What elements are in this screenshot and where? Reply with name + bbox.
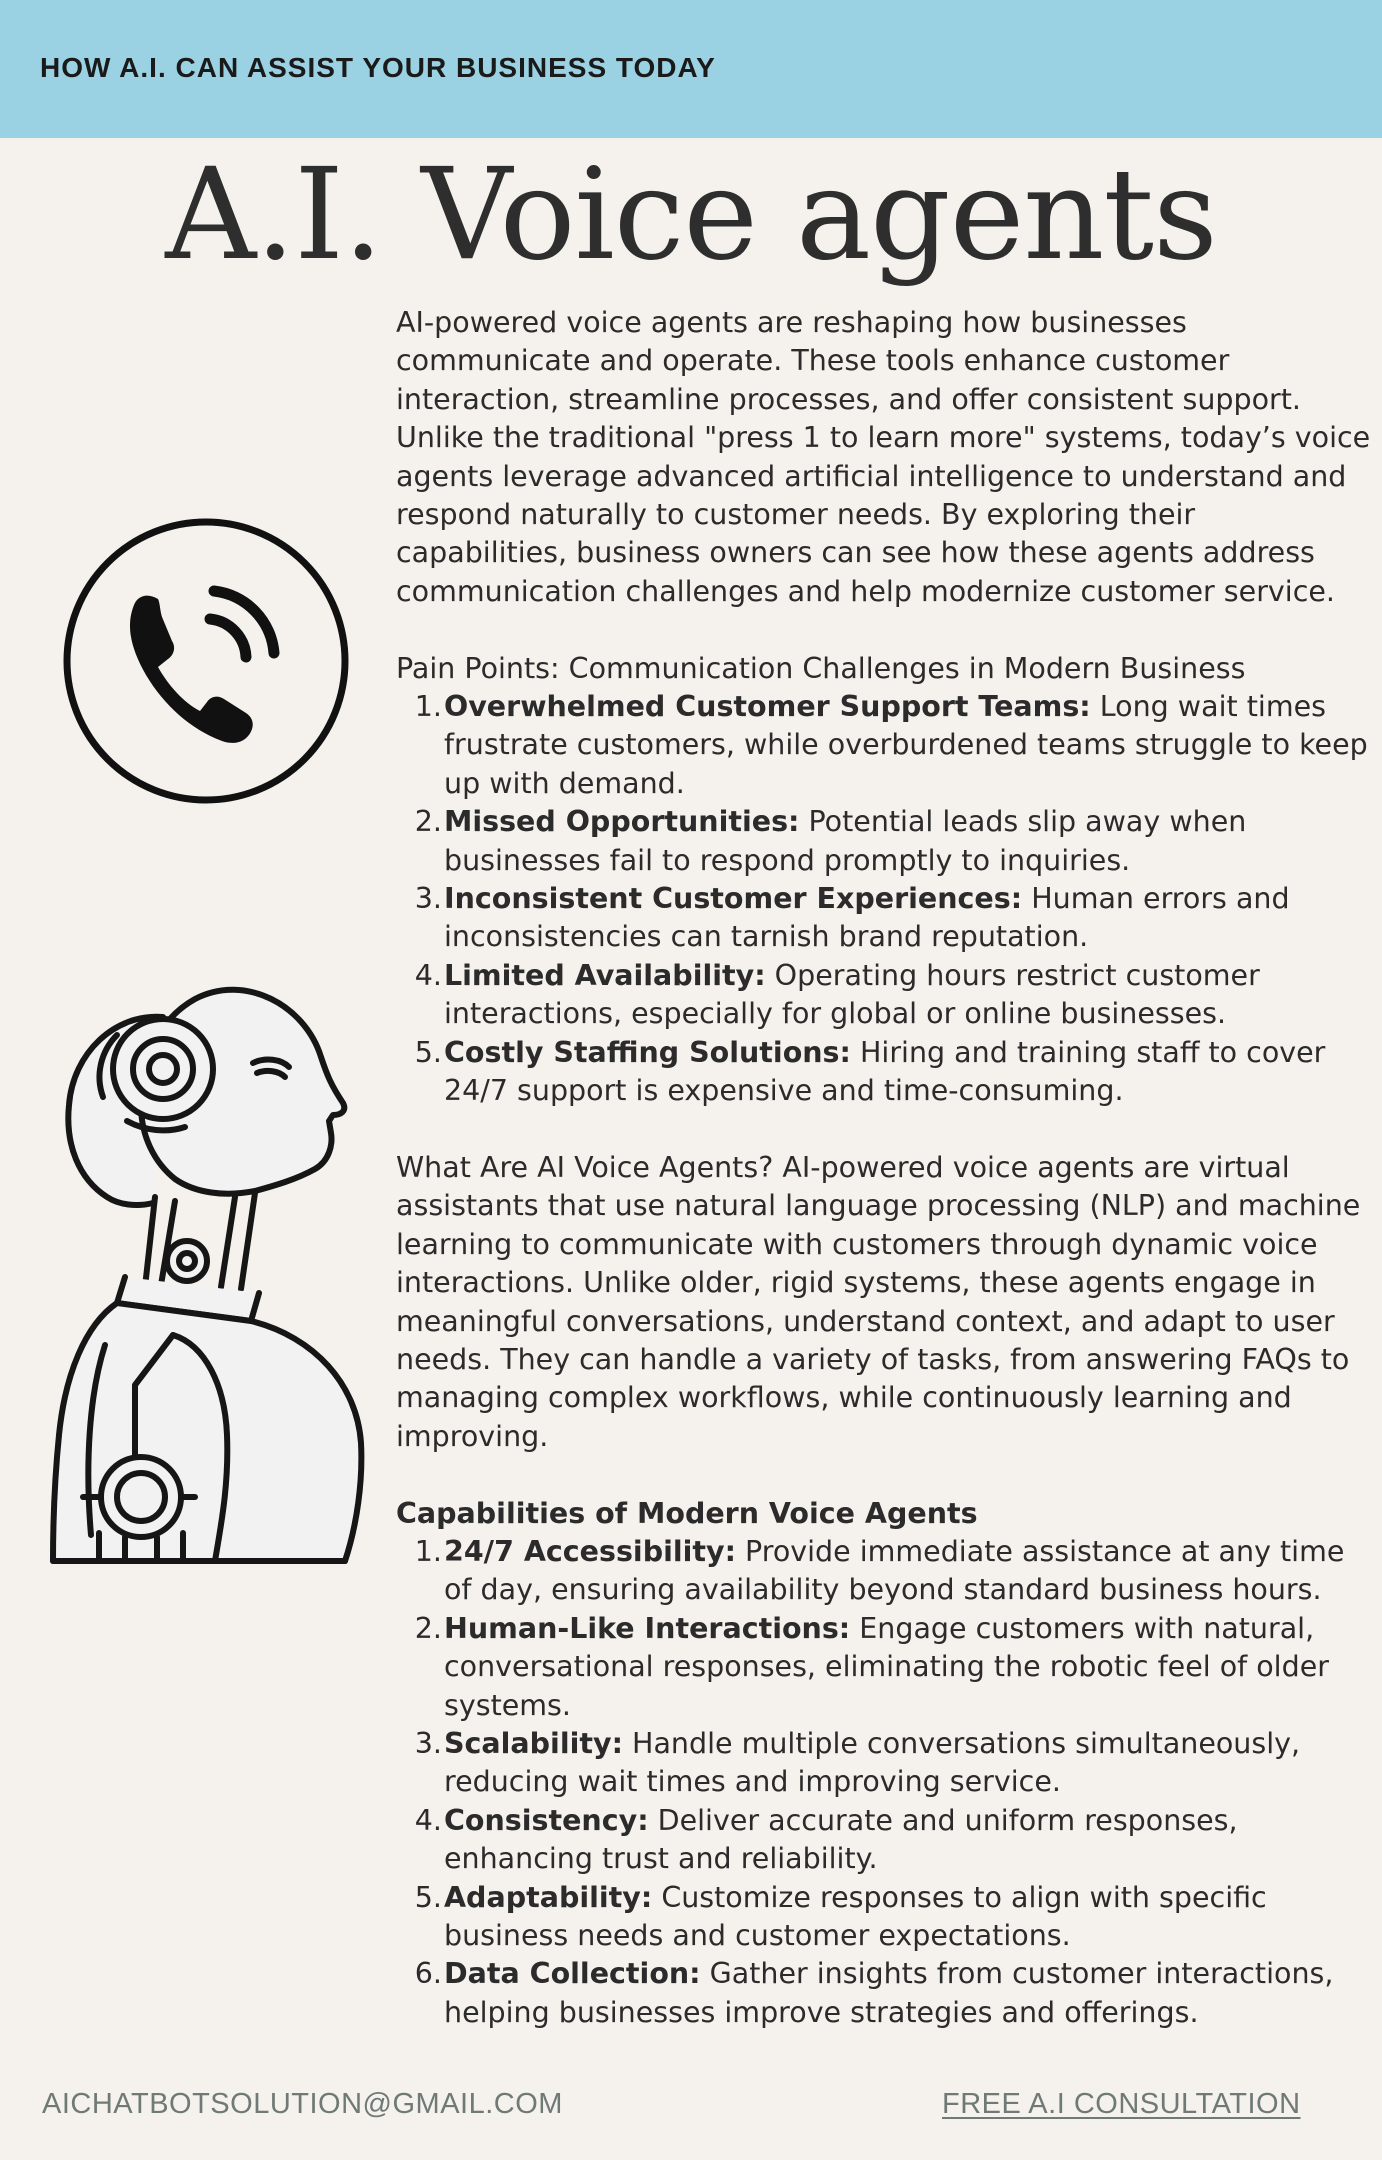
list-item: 5. Adaptability: Customize responses to align with specific business needs and customer expectations.: [414, 1880, 1267, 1953]
intro-paragraph: AI-powered voice agents are reshaping how businesses communicate and operate. These tools enhance customer interaction, streamline processes, and offer consistent support. Unlike the traditional "press 1 to learn more" systems, today’s voice agents leverage advanced artificial intelligence to understand and respond naturally to customer needs. By exploring their capabilities, business owners can see how these agents address communication challenges and help modernize customer service.: [396, 306, 1371, 608]
header-text: HOW A.I. CAN ASSIST YOUR BUSINESS TODAY: [40, 52, 716, 83]
free-consultation-link[interactable]: FREE A.I CONSULTATION: [942, 2088, 1301, 2120]
list-item: 2. Missed Opportunities: Potential leads slip away when businesses fail to respond promptly to inquiries.: [414, 805, 1247, 877]
capabilities-heading: Capabilities of Modern Voice Agents: [396, 1496, 978, 1530]
robot-profile-icon: [45, 965, 380, 1570]
list-item: 6. Data Collection: Gather insights from customer interactions, helping businesses improve strategies and offerings.: [414, 1957, 1334, 2029]
phone-call-icon: [60, 515, 352, 807]
pain-points-list: [396, 688, 1371, 1110]
list-item: 3. Scalability: Handle multiple conversations simultaneously, reducing wait times and improving service.: [414, 1726, 1301, 1799]
list-item: 5. Costly Staffing Solutions: Hiring and training staff to cover 24/7 support is expensive and time-consuming.: [414, 1035, 1326, 1108]
list-item: 3. Inconsistent Customer Experiences: Human errors and inconsistencies can tarnish brand reputation.: [414, 882, 1290, 954]
capabilities-list: [396, 1533, 1371, 2032]
list-item: 1. Overwhelmed Customer Support Teams: Long wait times frustrate customers, while overburdened teams struggle to keep up with demand.: [414, 690, 1368, 800]
list-item: 4. Consistency: Deliver accurate and uniform responses, enhancing trust and reliability.: [414, 1803, 1238, 1876]
footer-email: AICHATBOTSOLUTION@GMAIL.COM: [42, 2088, 563, 2120]
list-item: 4. Limited Availability: Operating hours restrict customer interactions, especially for global or online businesses.: [414, 958, 1260, 1031]
page-title: A.I. Voice agents: [165, 141, 1217, 288]
what-are-paragraph: What Are AI Voice Agents? AI-powered voice agents are virtual assistants that use natural language processing (NLP) and machine learning to communicate with customers through dynamic voice interactions. Unlike older, rigid systems, these agents engage in meaningful conversations, understand context, and adapt to user needs. They can handle a variety of tasks, from answering FAQs to managing complex workflows, while continuously learning and improving.: [396, 1150, 1361, 1453]
list-item: 1. 24/7 Accessibility: Provide immediate assistance at any time of day, ensuring availability beyond standard business hours.: [414, 1534, 1345, 1607]
pain-points-heading: Pain Points: Communication Challenges in Modern Business: [396, 651, 1246, 685]
article-body: [396, 304, 1371, 2032]
list-item: 2. Human-Like Interactions: Engage customers with natural, conversational responses, eliminating the robotic feel of older systems.: [414, 1611, 1329, 1722]
